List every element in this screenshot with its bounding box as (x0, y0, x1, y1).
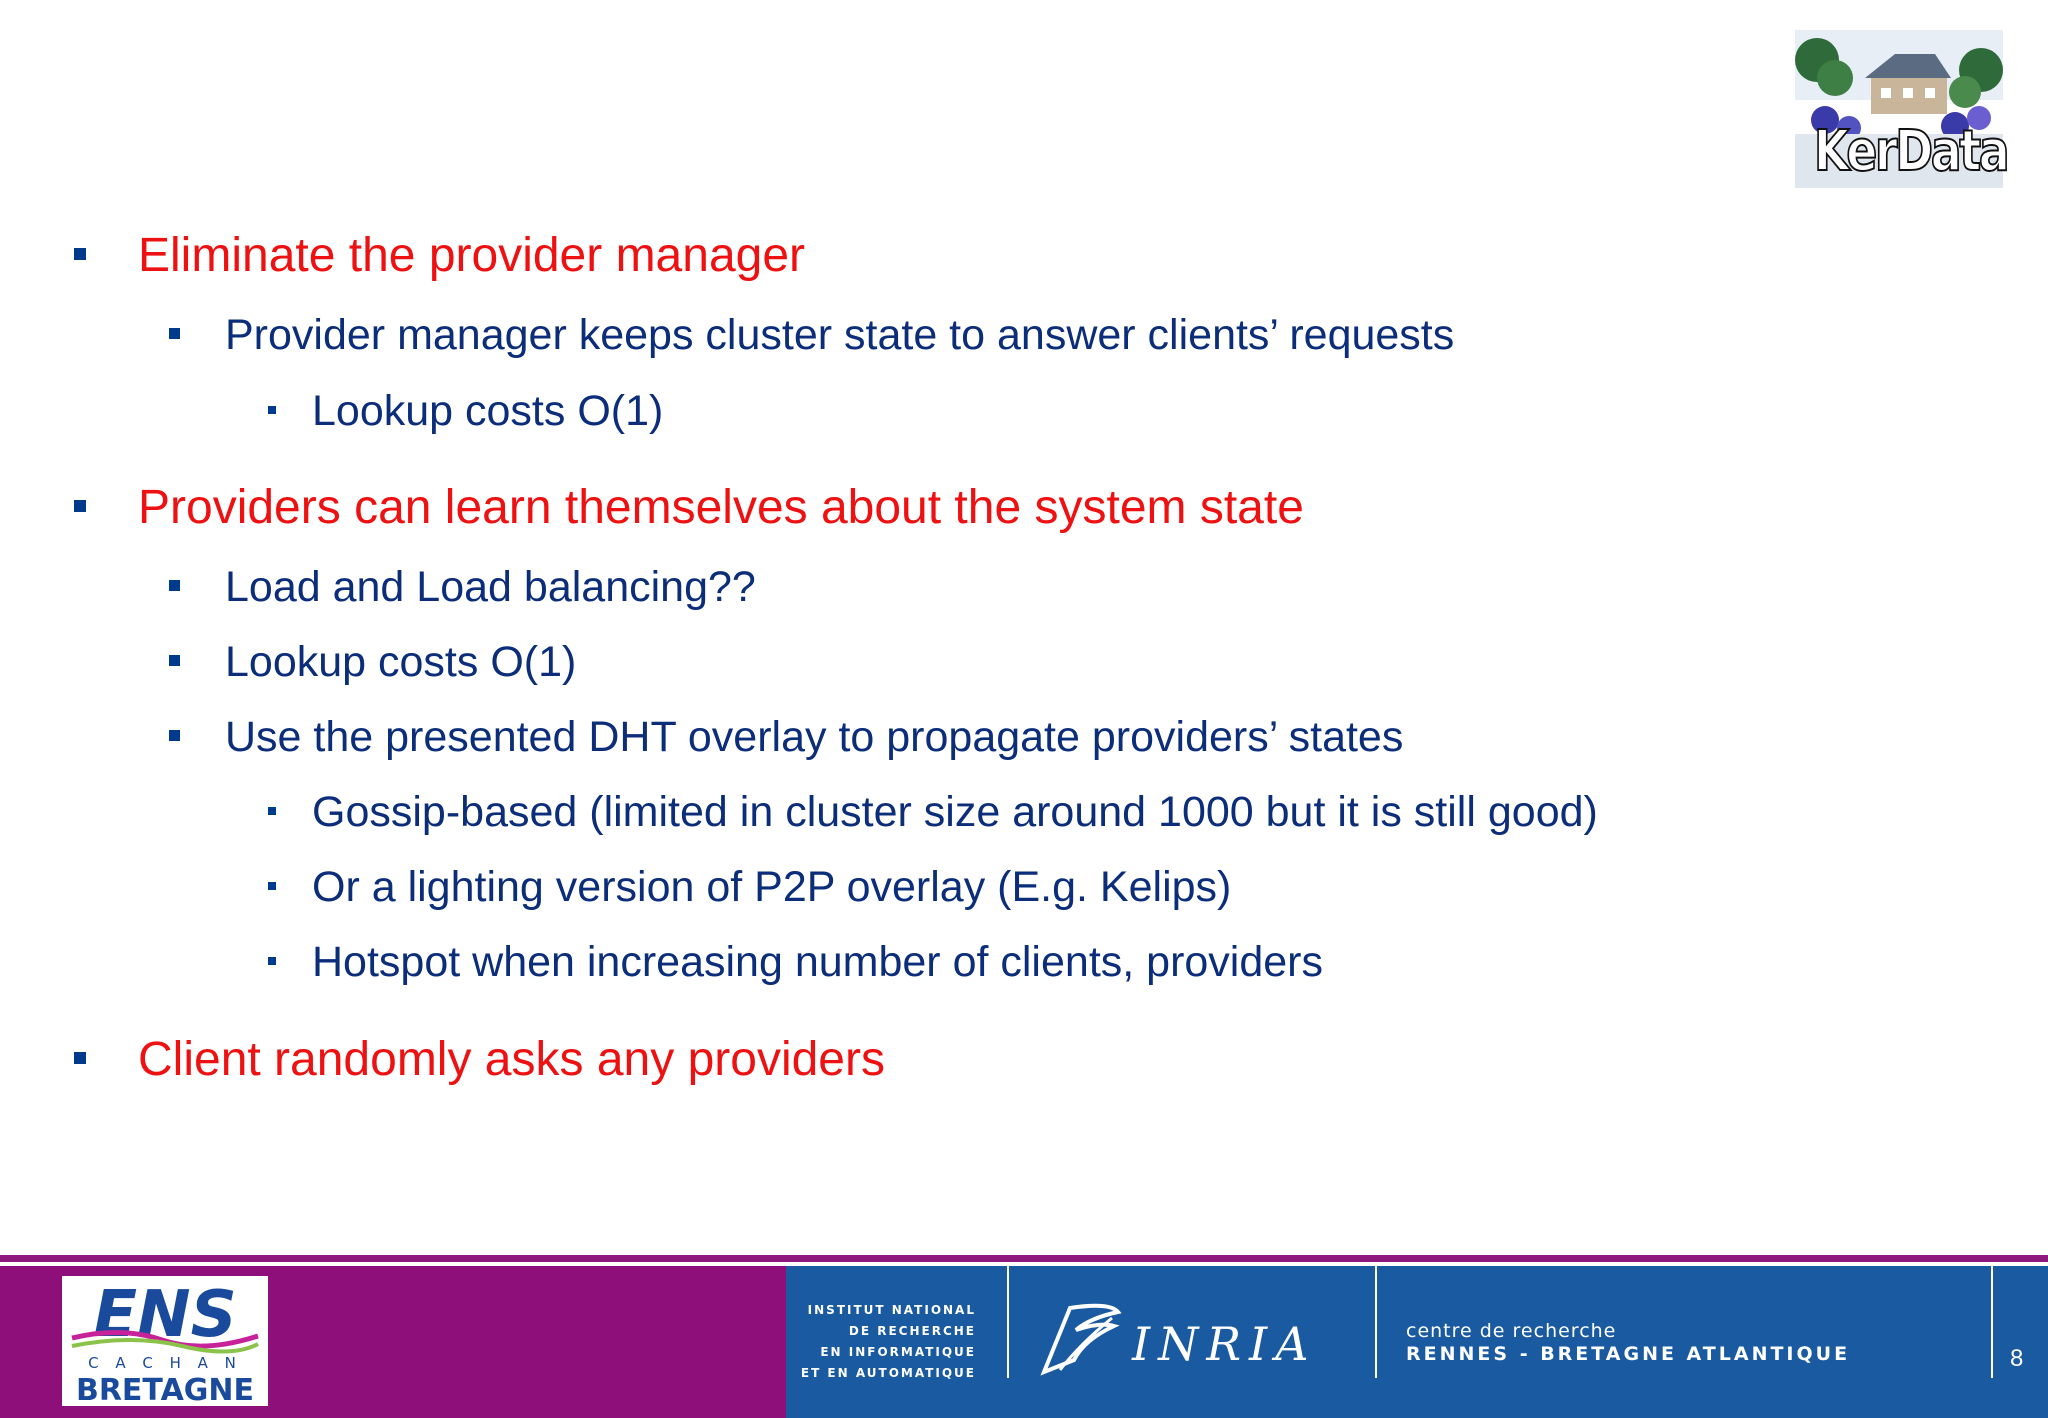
footer-divider-line (0, 1255, 2048, 1262)
institute-name-line: DE RECHERCHE (848, 1324, 976, 1338)
page-number: 8 (2010, 1345, 2024, 1372)
bullet-text: Load and Load balancing?? (225, 563, 756, 611)
bullet-square-icon (169, 328, 180, 339)
bullet-square-icon (74, 500, 86, 512)
bullet-square-icon (169, 655, 180, 666)
ens-logo-region: BRETAGNE (75, 1373, 255, 1406)
footer-separator (1375, 1266, 1377, 1378)
bullet-text: Eliminate the provider manager (138, 229, 806, 282)
bullet-square-icon (169, 730, 180, 741)
bullet-square-icon (74, 248, 86, 260)
bullet-item (138, 1033, 885, 1086)
bullet-text: Use the presented DHT overlay to propagate providers’ states (225, 713, 1404, 761)
footer-separator (1991, 1266, 1993, 1378)
bullet-text: Hotspot when increasing number of clients, providers (312, 938, 1324, 986)
bullet-item (138, 481, 1304, 534)
institute-name (780, 1300, 976, 1384)
bullet-square-icon (268, 882, 276, 890)
inria-logo (1040, 1300, 1340, 1380)
institute-name-line: ET EN AUTOMATIQUE (800, 1366, 976, 1380)
sub-bullet-item (225, 638, 577, 686)
institute-name-line: EN INFORMATIQUE (820, 1345, 976, 1359)
inria-wordmark: INRIA (1132, 1317, 1317, 1371)
ens-cachan-bretagne-logo (62, 1276, 268, 1406)
bullet-square-icon (74, 1052, 86, 1064)
sub-sub-bullet-item (312, 863, 1232, 911)
sub-sub-bullet-item (312, 938, 1324, 986)
kerdata-logo-text: KerData (1813, 119, 2008, 184)
bullet-text: Lookup costs O(1) (225, 638, 577, 686)
bullet-square-icon (268, 957, 276, 965)
bullet-square-icon (268, 807, 276, 815)
research-centre (1406, 1320, 1850, 1366)
institute-name-line: INSTITUT NATIONAL (807, 1303, 976, 1317)
sub-bullet-item (225, 713, 1404, 761)
bullet-item (138, 229, 806, 282)
bullet-text: Provider manager keeps cluster state to answer clients’ requests (225, 311, 1455, 359)
sub-sub-bullet-item (312, 788, 1598, 836)
sub-bullet-item (225, 563, 756, 611)
bullet-text: Lookup costs O(1) (312, 387, 664, 435)
bullet-text: Providers can learn themselves about the system state (138, 481, 1304, 534)
sub-sub-bullet-item (312, 387, 664, 435)
sub-bullet-item (225, 311, 1455, 359)
bullet-text: Client randomly asks any providers (138, 1033, 885, 1086)
research-centre-label: centre de recherche (1406, 1320, 1617, 1342)
bullet-text: Gossip-based (limited in cluster size around 1000 but it is still good) (312, 788, 1598, 836)
bullet-square-icon (169, 580, 180, 591)
footer-separator (1007, 1266, 1009, 1378)
ens-logo-name: ENS (93, 1278, 237, 1352)
research-centre-name: RENNES - BRETAGNE ATLANTIQUE (1406, 1343, 1851, 1365)
bullet-square-icon (268, 406, 276, 414)
ens-logo-sub: C A C H A N (88, 1354, 242, 1372)
bullet-text: Or a lighting version of P2P overlay (E.g. Kelips) (312, 863, 1232, 911)
